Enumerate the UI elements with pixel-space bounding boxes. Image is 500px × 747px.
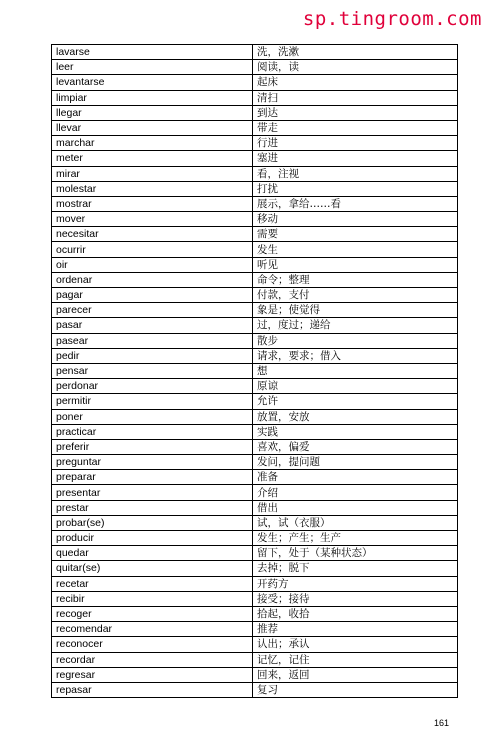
chinese-meaning-cell: 放置，安放 — [253, 409, 458, 424]
vocab-row — [52, 212, 458, 227]
spanish-word-cell: recetar — [52, 576, 253, 591]
vocab-row — [52, 576, 458, 591]
chinese-meaning-cell: 塞进 — [253, 151, 458, 166]
vocab-row — [52, 120, 458, 135]
site-watermark: sp.tingroom.com — [302, 8, 482, 30]
spanish-word-cell: preferir — [52, 439, 253, 454]
spanish-word-cell: ocurrir — [52, 242, 253, 257]
spanish-word-cell: recomendar — [52, 622, 253, 637]
spanish-word-cell: presentar — [52, 485, 253, 500]
chinese-meaning-cell: 接受；接待 — [253, 591, 458, 606]
chinese-meaning-cell: 需要 — [253, 227, 458, 242]
vocab-row — [52, 637, 458, 652]
vocab-row — [52, 424, 458, 439]
chinese-meaning-cell: 认出；承认 — [253, 637, 458, 652]
spanish-word-cell: necesitar — [52, 227, 253, 242]
spanish-word-cell: llegar — [52, 105, 253, 120]
chinese-meaning-cell: 发问，提问题 — [253, 455, 458, 470]
vocab-row — [52, 45, 458, 60]
chinese-meaning-cell: 听见 — [253, 257, 458, 272]
chinese-meaning-cell: 去掉；脱下 — [253, 561, 458, 576]
spanish-word-cell: pagar — [52, 288, 253, 303]
chinese-meaning-cell: 拾起，收拾 — [253, 606, 458, 621]
chinese-meaning-cell: 洗，洗漱 — [253, 45, 458, 60]
chinese-meaning-cell: 留下，处于（某种状态） — [253, 546, 458, 561]
vocab-row — [52, 60, 458, 75]
chinese-meaning-cell: 回来，返回 — [253, 667, 458, 682]
vocab-row — [52, 546, 458, 561]
spanish-word-cell: perdonar — [52, 379, 253, 394]
spanish-word-cell: marchar — [52, 136, 253, 151]
spanish-word-cell: lavarse — [52, 45, 253, 60]
spanish-word-cell: leer — [52, 60, 253, 75]
vocab-row — [52, 606, 458, 621]
spanish-word-cell: recibir — [52, 591, 253, 606]
vocab-row — [52, 318, 458, 333]
vocab-row — [52, 515, 458, 530]
vocab-row — [52, 181, 458, 196]
spanish-word-cell: pasear — [52, 333, 253, 348]
chinese-meaning-cell: 打扰 — [253, 181, 458, 196]
chinese-meaning-cell: 介绍 — [253, 485, 458, 500]
spanish-word-cell: mirar — [52, 166, 253, 181]
spanish-word-cell: preguntar — [52, 455, 253, 470]
vocab-row — [52, 303, 458, 318]
chinese-meaning-cell: 推荐 — [253, 622, 458, 637]
spanish-word-cell: probar(se) — [52, 515, 253, 530]
spanish-word-cell: reconocer — [52, 637, 253, 652]
chinese-meaning-cell: 过，度过；递给 — [253, 318, 458, 333]
spanish-word-cell: quedar — [52, 546, 253, 561]
spanish-word-cell: pensar — [52, 363, 253, 378]
chinese-meaning-cell: 记忆，记住 — [253, 652, 458, 667]
chinese-meaning-cell: 带走 — [253, 120, 458, 135]
chinese-meaning-cell: 想 — [253, 363, 458, 378]
chinese-meaning-cell: 允许 — [253, 394, 458, 409]
vocab-row — [52, 196, 458, 211]
spanish-word-cell: ordenar — [52, 272, 253, 287]
chinese-meaning-cell: 发生；产生；生产 — [253, 531, 458, 546]
vocab-row — [52, 348, 458, 363]
vocab-row — [52, 75, 458, 90]
vocabulary-table-body — [52, 45, 458, 698]
vocab-row — [52, 257, 458, 272]
vocab-row — [52, 531, 458, 546]
vocab-row — [52, 485, 458, 500]
chinese-meaning-cell: 复习 — [253, 682, 458, 697]
spanish-word-cell: poner — [52, 409, 253, 424]
spanish-word-cell: practicar — [52, 424, 253, 439]
chinese-meaning-cell: 移动 — [253, 212, 458, 227]
spanish-word-cell: limpiar — [52, 90, 253, 105]
vocab-row — [52, 591, 458, 606]
vocab-row — [52, 242, 458, 257]
chinese-meaning-cell: 请求，要求；借入 — [253, 348, 458, 363]
spanish-word-cell: parecer — [52, 303, 253, 318]
chinese-meaning-cell: 借出 — [253, 500, 458, 515]
chinese-meaning-cell: 清扫 — [253, 90, 458, 105]
vocab-row — [52, 470, 458, 485]
chinese-meaning-cell: 开药方 — [253, 576, 458, 591]
spanish-word-cell: mostrar — [52, 196, 253, 211]
vocab-row — [52, 363, 458, 378]
chinese-meaning-cell: 命令；整理 — [253, 272, 458, 287]
vocab-row — [52, 333, 458, 348]
chinese-meaning-cell: 展示，拿给……看 — [253, 196, 458, 211]
chinese-meaning-cell: 象是；使觉得 — [253, 303, 458, 318]
vocab-row — [52, 394, 458, 409]
spanish-word-cell: mover — [52, 212, 253, 227]
spanish-word-cell: pasar — [52, 318, 253, 333]
spanish-word-cell: oir — [52, 257, 253, 272]
chinese-meaning-cell: 原谅 — [253, 379, 458, 394]
chinese-meaning-cell: 行进 — [253, 136, 458, 151]
vocab-row — [52, 272, 458, 287]
vocab-row — [52, 455, 458, 470]
spanish-word-cell: recordar — [52, 652, 253, 667]
spanish-word-cell: molestar — [52, 181, 253, 196]
vocab-row — [52, 622, 458, 637]
spanish-word-cell: prestar — [52, 500, 253, 515]
chinese-meaning-cell: 到达 — [253, 105, 458, 120]
chinese-meaning-cell: 阅读，读 — [253, 60, 458, 75]
chinese-meaning-cell: 看，注视 — [253, 166, 458, 181]
vocab-row — [52, 136, 458, 151]
chinese-meaning-cell: 起床 — [253, 75, 458, 90]
vocabulary-table — [51, 44, 458, 698]
vocab-row — [52, 105, 458, 120]
chinese-meaning-cell: 喜欢，偏爱 — [253, 439, 458, 454]
vocab-row — [52, 151, 458, 166]
vocab-row — [52, 667, 458, 682]
vocab-row — [52, 652, 458, 667]
spanish-word-cell: permitir — [52, 394, 253, 409]
spanish-word-cell: preparar — [52, 470, 253, 485]
spanish-word-cell: levantarse — [52, 75, 253, 90]
vocab-row — [52, 90, 458, 105]
vocab-row — [52, 227, 458, 242]
vocab-row — [52, 500, 458, 515]
chinese-meaning-cell: 试，试（衣服） — [253, 515, 458, 530]
spanish-word-cell: meter — [52, 151, 253, 166]
vocab-row — [52, 561, 458, 576]
vocab-row — [52, 439, 458, 454]
spanish-word-cell: llevar — [52, 120, 253, 135]
chinese-meaning-cell: 发生 — [253, 242, 458, 257]
spanish-word-cell: pedir — [52, 348, 253, 363]
chinese-meaning-cell: 实践 — [253, 424, 458, 439]
vocab-row — [52, 409, 458, 424]
chinese-meaning-cell: 付款，支付 — [253, 288, 458, 303]
spanish-word-cell: repasar — [52, 682, 253, 697]
spanish-word-cell: producir — [52, 531, 253, 546]
spanish-word-cell: recoger — [52, 606, 253, 621]
page-number: 161 — [434, 718, 450, 728]
chinese-meaning-cell: 准备 — [253, 470, 458, 485]
vocab-row — [52, 379, 458, 394]
vocab-row — [52, 288, 458, 303]
vocab-row — [52, 682, 458, 697]
spanish-word-cell: regresar — [52, 667, 253, 682]
vocab-row — [52, 166, 458, 181]
spanish-word-cell: quitar(se) — [52, 561, 253, 576]
chinese-meaning-cell: 散步 — [253, 333, 458, 348]
